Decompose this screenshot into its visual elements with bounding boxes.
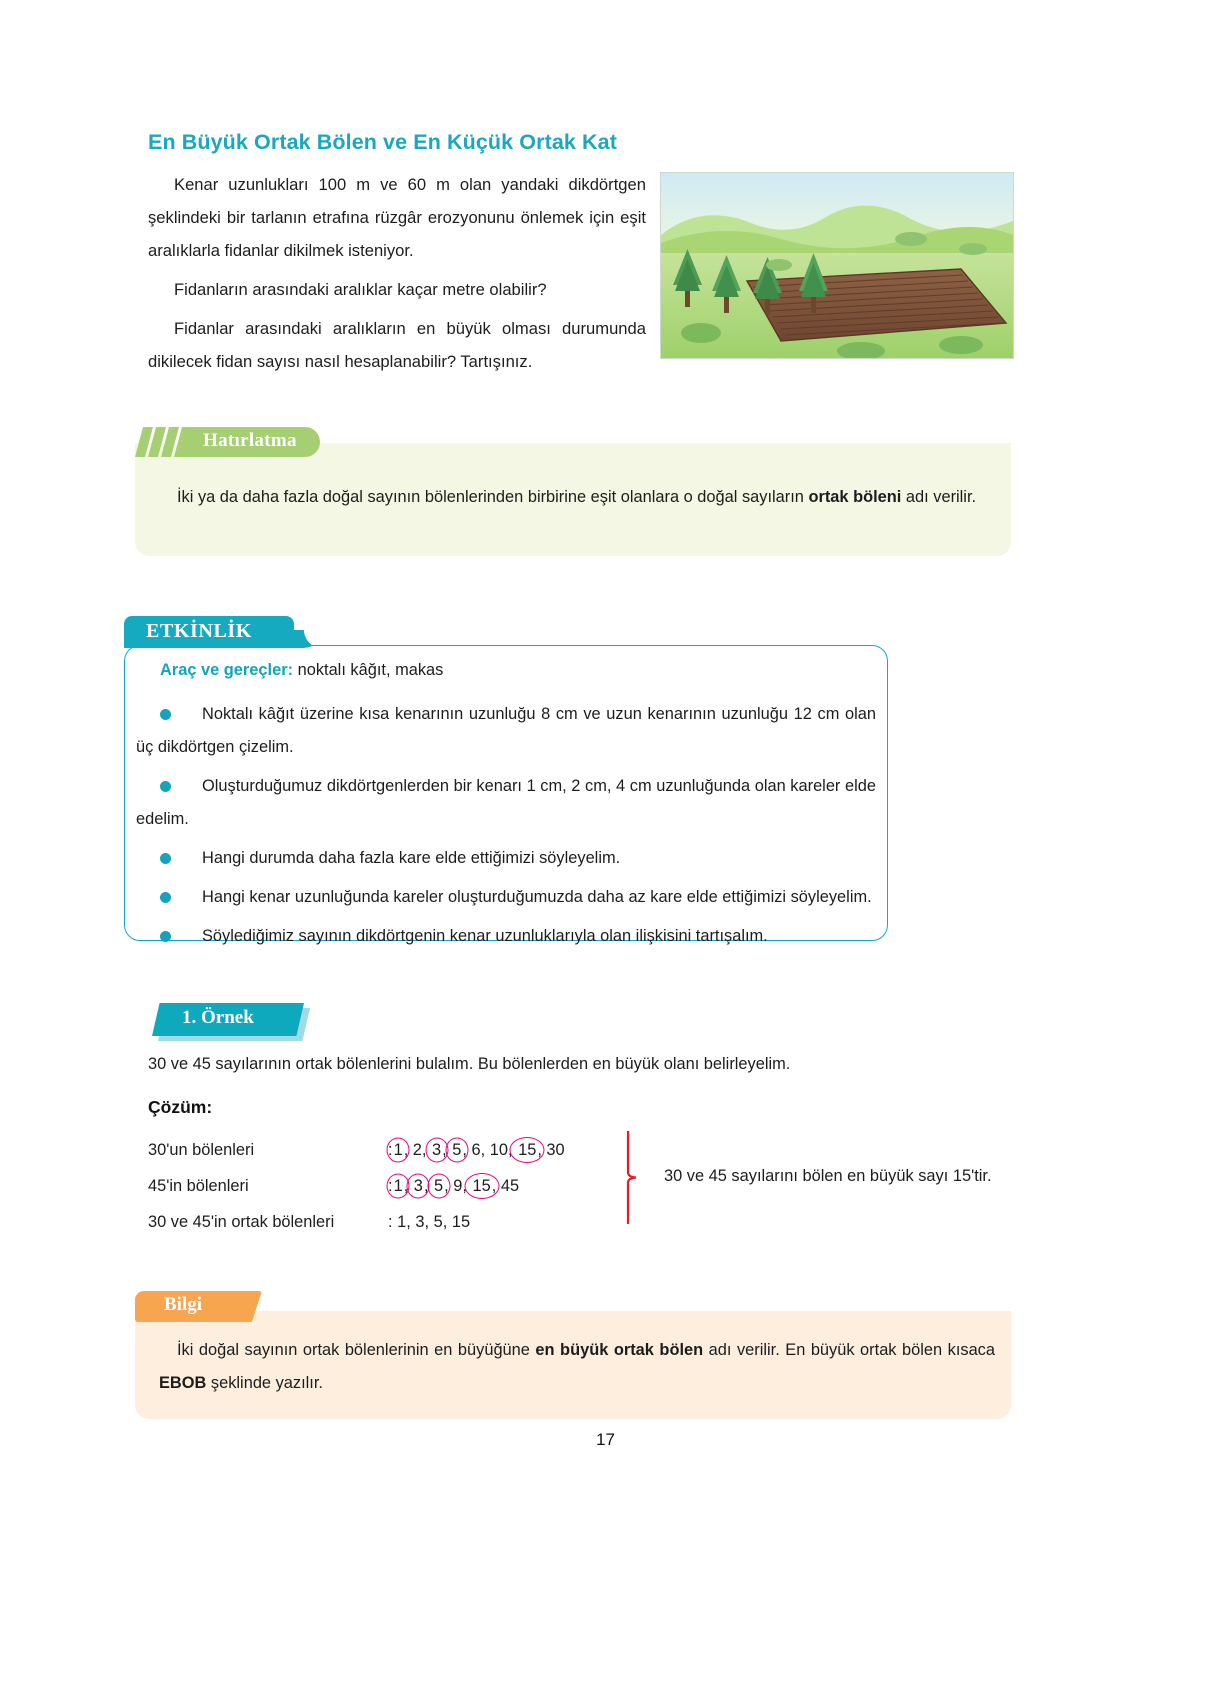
list-item-label: Hangi kenar uzunluğunda kareler oluşturduğumuzda daha az kare elde ettiğimizi söyleyelim. [202, 888, 872, 906]
example-note [648, 1160, 998, 1193]
divisor-plain: 30 [546, 1141, 565, 1159]
example-badge [152, 1003, 304, 1036]
info-text [159, 1334, 995, 1400]
activity-tools [160, 661, 443, 680]
divisor-circled: 1 [393, 1168, 404, 1204]
page-number: 17 [596, 1430, 615, 1449]
field-illustration-svg [661, 173, 1013, 358]
reminder-badge [135, 427, 320, 457]
field-illustration [660, 172, 1014, 359]
table-row [148, 1204, 668, 1240]
example-note-text: 30 ve 45 sayılarını bölen en büyük sayı 15'tir. [664, 1167, 992, 1185]
activity-badge-label: ETKİNLİK [146, 620, 252, 642]
divisor-plain: 5 [433, 1213, 443, 1231]
divisor-plain: 1 [397, 1213, 407, 1231]
activity-tools-label: Araç ve gereçler: [160, 661, 294, 679]
bullet-icon [160, 781, 171, 792]
reminder-text-c: adı verilir. [901, 488, 977, 506]
divisor-row-label: 30 ve 45'in ortak bölenleri [148, 1213, 335, 1231]
intro-paragraph-3: Fidanlar arasındaki aralıkların en büyük olması durumunda dikilecek fidan sayısı nasıl hesaplanabilir? Tartışınız. [148, 319, 646, 371]
list-item [136, 920, 876, 953]
divisor-row-label: 45'in bölenleri [148, 1177, 249, 1195]
divisor-plain: 9 [453, 1177, 463, 1195]
list-item [136, 770, 876, 836]
colon: : [388, 1213, 393, 1231]
list-item [136, 698, 876, 764]
info-badge-label: Bilgi [164, 1294, 203, 1315]
divisor-circled: 5 [433, 1168, 444, 1204]
page-title: En Büyük Ortak Bölen ve En Küçük Ortak Kat [148, 130, 617, 154]
divisor-row-label: 30'un bölenleri [148, 1141, 255, 1159]
divisor-plain: 45 [500, 1177, 520, 1195]
info-text-c: adı verilir. En büyük ortak bölen kısaca [703, 1341, 995, 1359]
list-item-label: Noktalı kâğıt üzerine kısa kenarının uzunluğu 8 cm ve uzun kenarının uzunluğu 12 cm olan üç dikdörtgen çizelim. [136, 705, 876, 756]
divisor-circled: 5 [451, 1132, 462, 1168]
divisor-circled: 15 [472, 1168, 492, 1204]
bullet-icon [160, 892, 171, 903]
info-text-bold-2: EBOB [159, 1374, 207, 1392]
table-row [148, 1132, 668, 1168]
info-text-bold-1: en büyük ortak bölen [535, 1341, 704, 1359]
intro-paragraph-2: Fidanların arasındaki aralıklar kaçar metre olabilir? [174, 280, 547, 299]
reminder-badge-label: Hatırlatma [203, 430, 297, 451]
activity-badge [124, 616, 294, 648]
divisor-circled: 1 [393, 1132, 404, 1168]
solution-label: Çözüm: [148, 1097, 213, 1117]
colon: : [388, 1141, 393, 1159]
activity-bullet-list [136, 698, 876, 959]
info-text-a: İki doğal sayının ortak bölenlerinin en büyüğüne [177, 1341, 536, 1359]
divisor-plain: 10 [489, 1141, 508, 1159]
info-text-e: şeklinde yazılır. [206, 1374, 323, 1392]
list-item [136, 842, 876, 875]
divisor-circled: 3 [431, 1132, 442, 1168]
divisor-row-values: :1, 3, 5, 9, 15, 45 [388, 1168, 519, 1204]
divisor-row-values: : 1, 3, 5, 15 [388, 1213, 471, 1231]
activity-tools-value: noktalı kâğıt, makas [293, 661, 444, 679]
list-item [136, 881, 876, 914]
bullet-icon [160, 931, 171, 942]
divisor-plain: 3 [415, 1213, 425, 1231]
bullet-icon [160, 853, 171, 864]
list-item-label: Oluşturduğumuz dikdörtgenlerden bir kenarı 1 cm, 2 cm, 4 cm uzunluğunda olan kareler elde edelim. [136, 777, 876, 828]
divisor-rows [148, 1132, 668, 1240]
divisor-circled: 3 [413, 1168, 424, 1204]
reminder-text-bold: ortak böleni [808, 488, 902, 506]
intro-text-block [148, 168, 646, 378]
table-row [148, 1168, 668, 1204]
list-item-label: Hangi durumda daha fazla kare elde ettiğimizi söyleyelim. [202, 849, 621, 867]
bullet-icon [160, 709, 171, 720]
divisor-plain: 15 [451, 1213, 471, 1231]
reminder-text-a: İki ya da daha fazla doğal sayının bölenlerinden birbirine eşit olanlara o doğal sayıların [177, 488, 809, 506]
reminder-text [159, 481, 993, 514]
example-question: 30 ve 45 sayılarının ortak bölenlerini bulalım. Bu bölenlerden en büyük olanı belirleyelim. [148, 1055, 791, 1073]
reminder-stripes-icon [135, 427, 195, 457]
colon: : [388, 1177, 393, 1195]
divisor-circled: 15 [517, 1132, 537, 1168]
list-item-label: Söylediğimiz sayının dikdörtgenin kenar uzunluklarıyla olan ilişkisini tartışalım. [202, 927, 768, 945]
divisor-row-values: :1, 2, 3, 5, 6, 10, 15, 30 [388, 1132, 565, 1168]
divisor-plain: 2 [412, 1141, 422, 1159]
example-badge-label: 1. Örnek [182, 1007, 254, 1028]
divisor-plain: 6 [471, 1141, 481, 1159]
intro-paragraph-1: Kenar uzunlukları 100 m ve 60 m olan yandaki dikdörtgen şeklindeki bir tarlanın etrafına rüzgâr erozyonunu önlemek için eşit aralıklarla fidanlar dikilmek isteniyor. [148, 175, 646, 260]
red-brace [625, 1130, 641, 1225]
